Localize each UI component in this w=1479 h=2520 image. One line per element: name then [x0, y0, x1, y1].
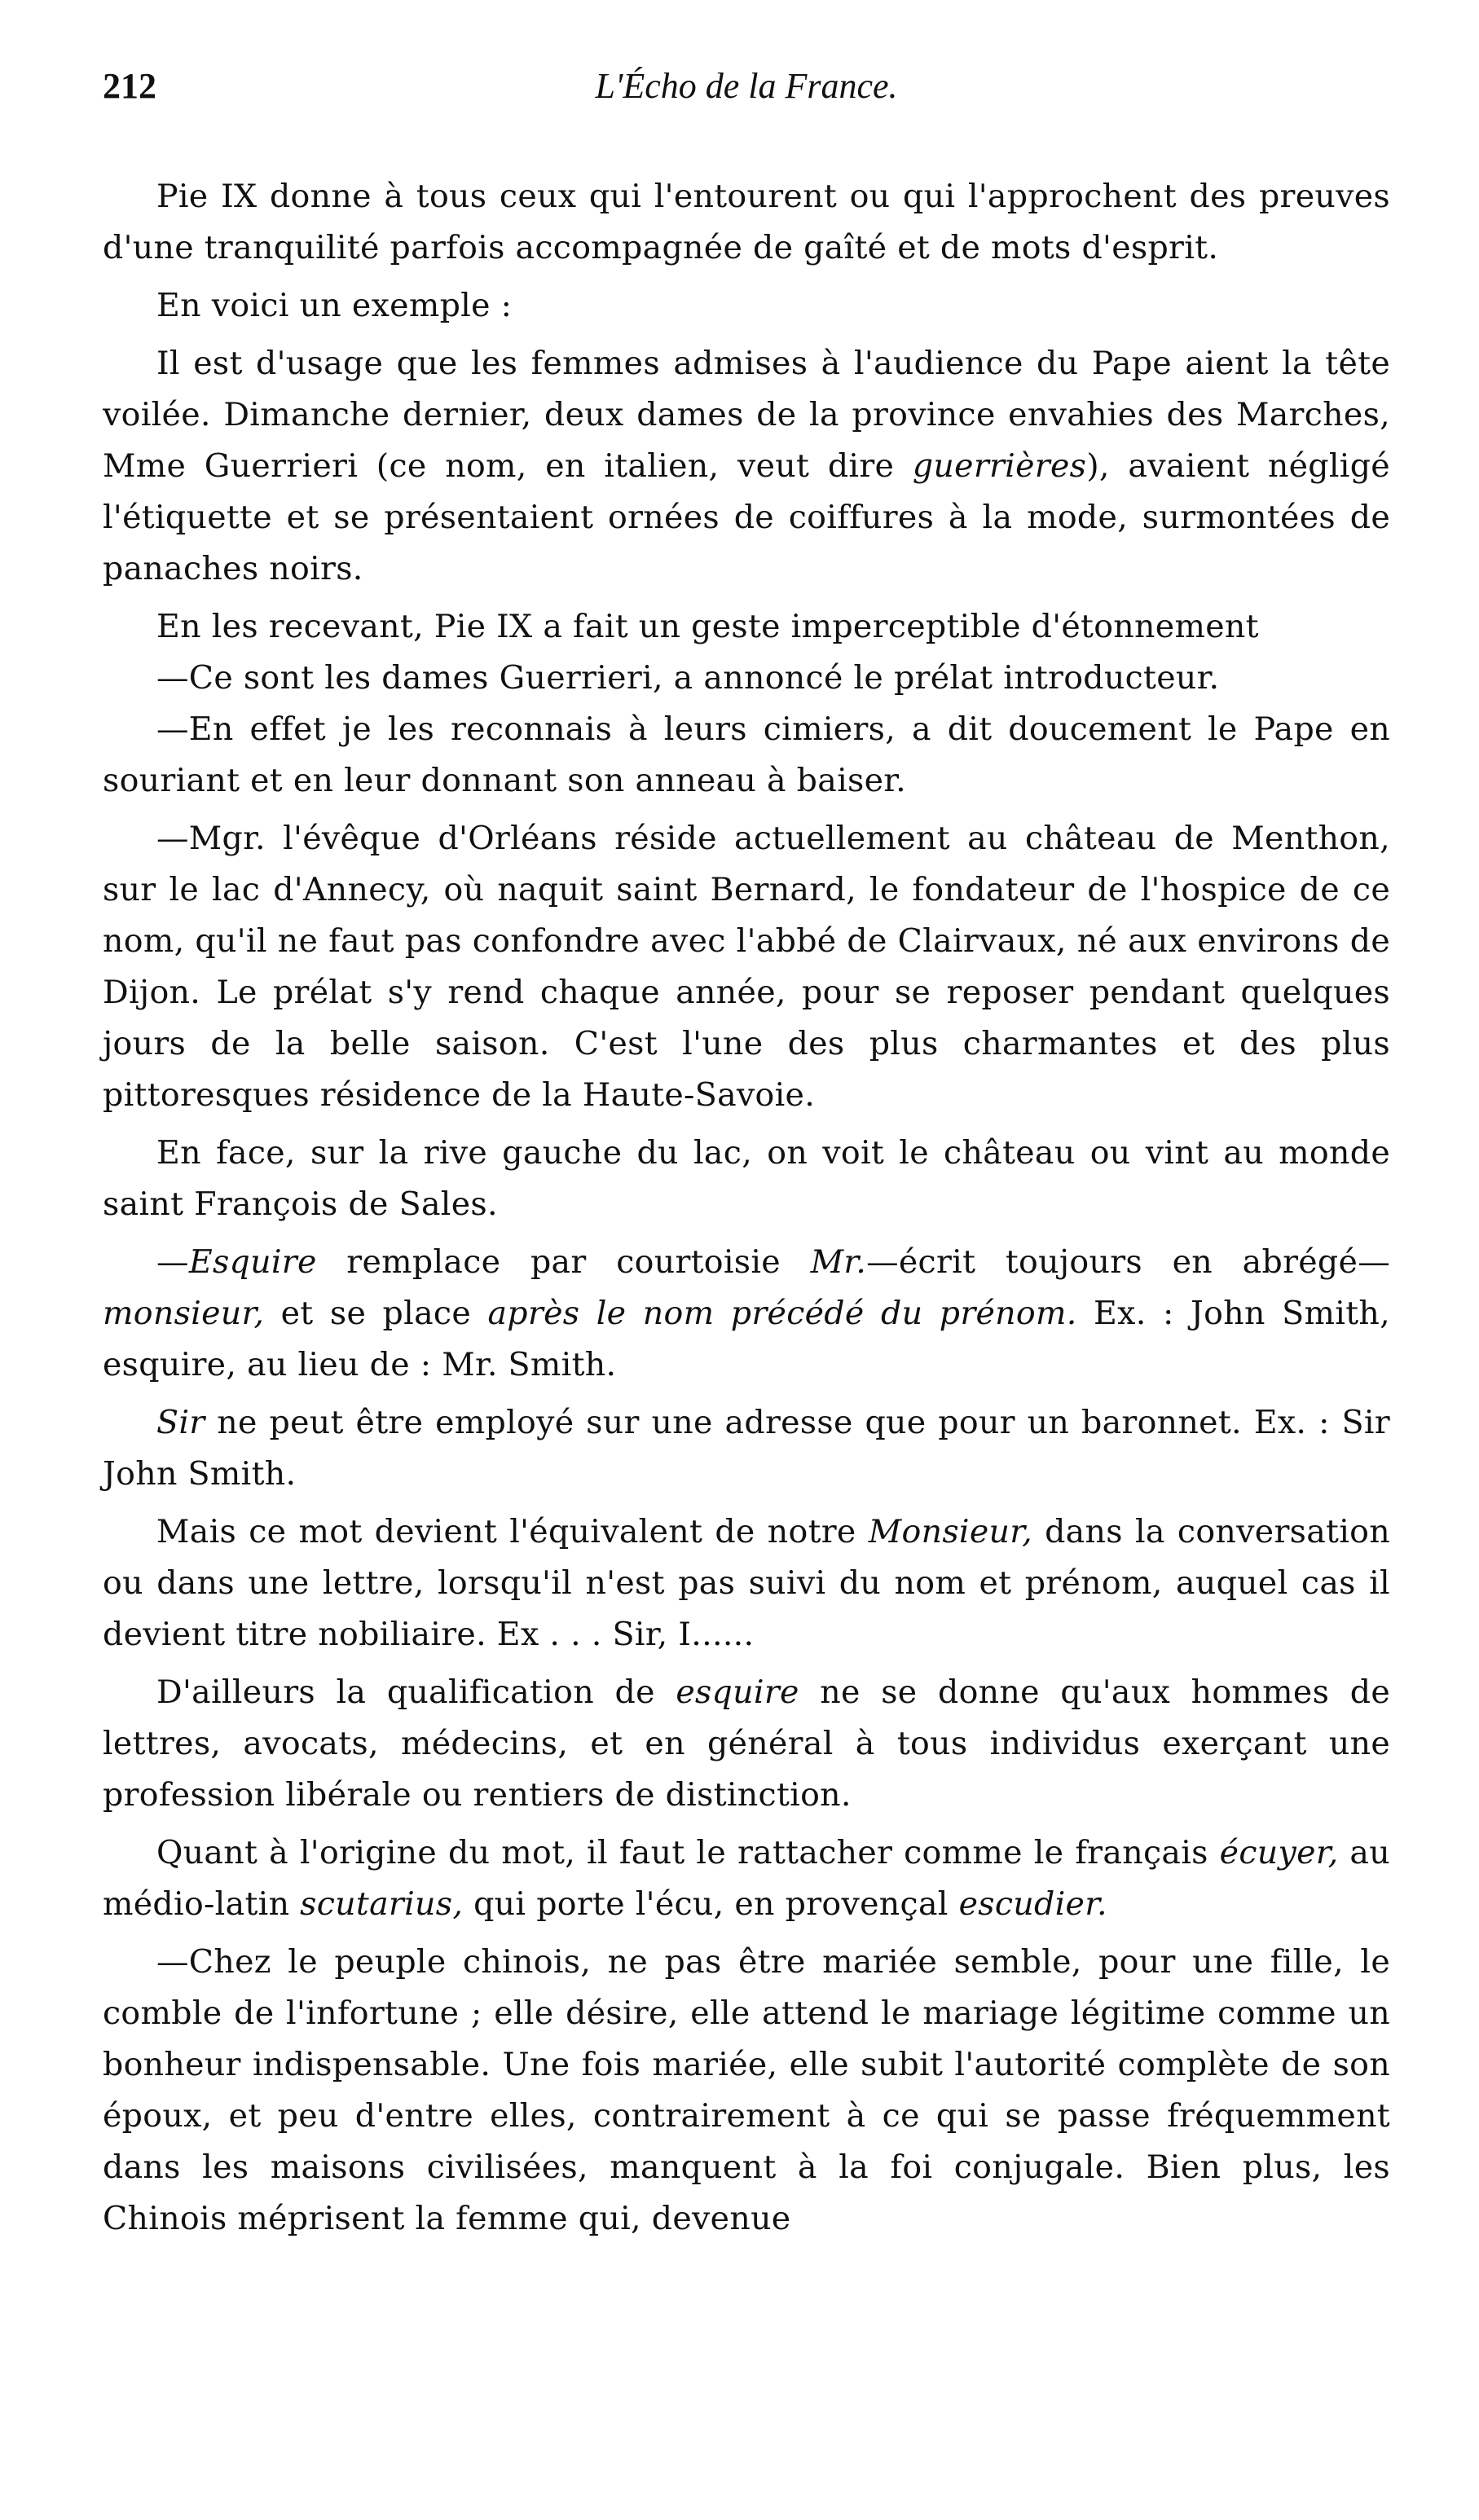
paragraph-qualification: D'ailleurs la qualification de esquire ne se donne qu'aux hommes de lettres, avocats, médecins, et en général à tous individus exerçant une profession libérale ou rentiers de distinction. — [103, 1673, 1390, 1814]
page-header — [103, 65, 1390, 130]
page-number: 212 — [103, 66, 156, 106]
running-title: L'Écho de la France. — [595, 66, 898, 106]
paragraph-cimiers: —En effet je les reconnais à leurs cimiers, a dit doucement le Pape en souriant et en leur donnant son anneau à baiser. — [103, 710, 1390, 799]
paragraph-peuple-chinois: —Chez le peuple chinois, ne pas être mariée semble, pour une fille, le comble de l'infortune ; elle désire, elle attend le mariage légitime comme un bonheur indispensable. Une fois mariée, elle subit l'autorité complète de son époux, et peu d'entre elles, contrairement à ce qui se passe fréquemment dans les maisons civilisées, manquent à la foi conjugale. Bien plus, les Chinois méprisent la femme qui, devenue — [103, 1943, 1390, 2237]
paragraph-sir: Sir ne peut être employé sur une adresse que pour un baronnet. Ex. : Sir John Smith. — [103, 1404, 1390, 1493]
paragraph-origine: Quant à l'origine du mot, il faut le rattacher comme le français écuyer, au médio-latin scutarius, qui porte l'écu, en provençal escudier. — [103, 1834, 1390, 1923]
paragraph-monsieur: Mais ce mot devient l'équivalent de notre Monsieur, dans la conversation ou dans une lettre, lorsqu'il n'est pas suivi du nom et prénom, auquel cas il devient titre nobiliaire. Ex . . . Sir, I...... — [103, 1513, 1390, 1653]
paragraph-rive-gauche: En face, sur la rive gauche du lac, on voit le château ou vint au monde saint François de Sales. — [103, 1134, 1390, 1223]
paragraph-exemple: En voici un exemple : — [156, 287, 513, 324]
paragraph-audience: Il est d'usage que les femmes admises à l'audience du Pape aient la tête voilée. Dimanche dernier, deux dames de la province envahies des Marches, Mme Guerrieri (ce nom, en italien, veut dire guerrières), avaient négligé l'étiquette et se présentaient ornées de coiffures à la mode, surmontées de panaches noirs. — [103, 345, 1390, 587]
body-text — [103, 171, 1390, 2245]
paragraph-pie-ix: Pie IX donne à tous ceux qui l'entourent ou qui l'approchent des preuves d'une tranquilité parfois accompagnée de gaîté et de mots d'esprit. — [103, 178, 1390, 266]
paragraph-esquire: —Esquire remplace par courtoisie Mr.—écrit toujours en abrégé—monsieur, et se place après le nom précédé du prénom. Ex. : John Smith, esquire, au lieu de : Mr. Smith. — [103, 1243, 1390, 1383]
paragraph-dames-guerrieri: —Ce sont les dames Guerrieri, a annoncé le prélat introducteur. — [156, 659, 1220, 697]
document-page — [103, 65, 1390, 2251]
paragraph-eveque-orleans: —Mgr. l'évêque d'Orléans réside actuellement au château de Menthon, sur le lac d'Annecy, où naquit saint Bernard, le fondateur de l'hospice de ce nom, qu'il ne faut pas confondre avec l'abbé de Clairvaux, né aux environs de Dijon. Le prélat s'y rend chaque année, pour se reposer pendant quelques jours de la belle saison. C'est l'une des plus charmantes et des plus pittoresques résidence de la Haute-Savoie. — [103, 820, 1390, 1114]
paragraph-etonnement: En les recevant, Pie IX a fait un geste imperceptible d'étonnement — [156, 608, 1259, 645]
